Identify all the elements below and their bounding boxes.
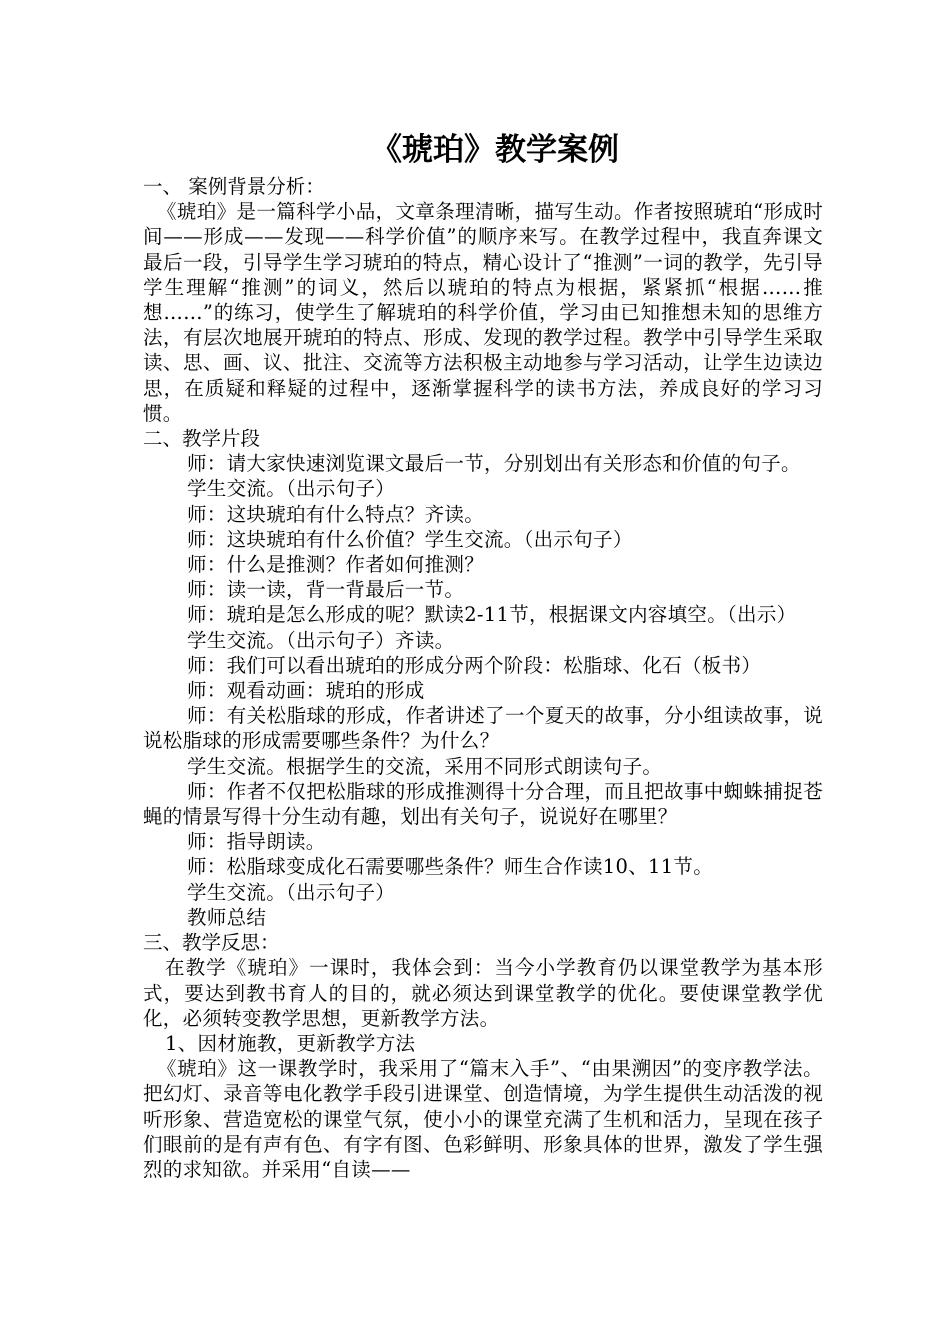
fragment-line: 学生交流。根据学生的交流，采用不同形式朗读句子。	[187, 754, 663, 778]
fragment-line: 师：我们可以看出琥珀的形成分两个阶段：松脂球、化石（板书）	[187, 653, 762, 677]
section-heading-fragment: 二、教学片段	[143, 427, 261, 451]
section-heading-background: 一、 案例背景分析：	[143, 175, 325, 198]
fragment-line: 师：这块琥珀有什么特点？齐读。	[187, 502, 485, 526]
fragment-line: 师：有关松脂球的形成，作者讲述了一个夏天的故事，分小组读故事，说说松脂球的形成需要哪些条件？为什么？	[143, 704, 823, 753]
fragment-line: 师：什么是推测？作者如何推测？	[187, 553, 485, 577]
fragment-line: 师：读一读，背一背最后一节。	[187, 578, 465, 602]
fragment-line: 师：这块琥珀有什么价值？学生交流。（出示句子）	[187, 527, 633, 551]
method-paragraph: 《琥珀》这一课教学时，我采用了“篇末入手”、“由果溯因”的变序教学法。把幻灯、录音等电化教学手段引进课堂、创造情境，为学生提供生动活泼的视听形象、营造宽松的课堂气氛，使小小的课堂充满了生机和活力，呈现在孩子们眼前的是有声有色、有字有图、色彩鲜明、形象具体的世界，激发了学生强烈的求知欲。并采用“自读——	[143, 1057, 823, 1181]
fragment-line: 师：松脂球变成化石需要哪些条件？师生合作读10、11节。	[187, 855, 714, 879]
background-paragraph: 《琥珀》是一篇科学小品，文章条理清晰，描写生动。作者按照琥珀“形成时间——形成——发现——科学价值”的顺序来写。在教学过程中，我直奔课文最后一段，引导学生学习琥珀的特点，精心设计了“推测”一词的教学，先引导学生理解“推测”的词义，然后以琥珀的特点为根据，紧紧抓“根据……推想……”的练习，使学生了解琥珀的科学价值，学习由已知推想未知的思维方法，有层次地展开琥珀的特点、形成、发现的教学过程。教学中引导学生采取读、思、画、议、批注、交流等方法积极主动地参与学习活动，让学生边读边思，在质疑和释疑的过程中，逐渐掌握科学的读书方法，养成良好的学习习惯。	[143, 200, 823, 425]
document-title: 《琥珀》教学案例	[371, 132, 619, 168]
section-heading-reflection: 三、教学反思：	[143, 931, 280, 955]
subsection-heading-method: 1、因材施教，更新教学方法	[165, 1031, 416, 1055]
fragment-line: 学生交流。（出示句子）	[187, 880, 396, 904]
fragment-line: 教师总结	[187, 905, 267, 929]
fragment-line: 学生交流。（出示句子）齐读。	[187, 628, 455, 652]
document-page	[143, 128, 823, 1182]
fragment-line: 师：作者不仅把松脂球的形成推测得十分合理，而且把故事中蜘蛛捕捉苍蝇的情景写得十分生动有趣，划出有关句子，说说好在哪里？	[143, 779, 823, 829]
fragment-line: 师：琥珀是怎么形成的呢？默读2-11节，根据课文内容填空。（出示）	[187, 603, 797, 627]
fragment-line: 师：指导朗读。	[187, 830, 326, 854]
reflection-paragraph: 在教学《琥珀》一课时，我体会到：当今小学教育仍以课堂教学为基本形式，要达到教书育人的目的，就必须达到课堂教学的优化。要使课堂教学优化，必须转变教学思想，更新教学方法。	[143, 956, 823, 1030]
fragment-line: 师：观看动画：琥珀的形成	[187, 679, 425, 703]
fragment-line: 师：请大家快速浏览课文最后一节，分别划出有关形态和价值的句子。	[187, 452, 801, 476]
fragment-line: 学生交流。（出示句子）	[187, 477, 396, 501]
